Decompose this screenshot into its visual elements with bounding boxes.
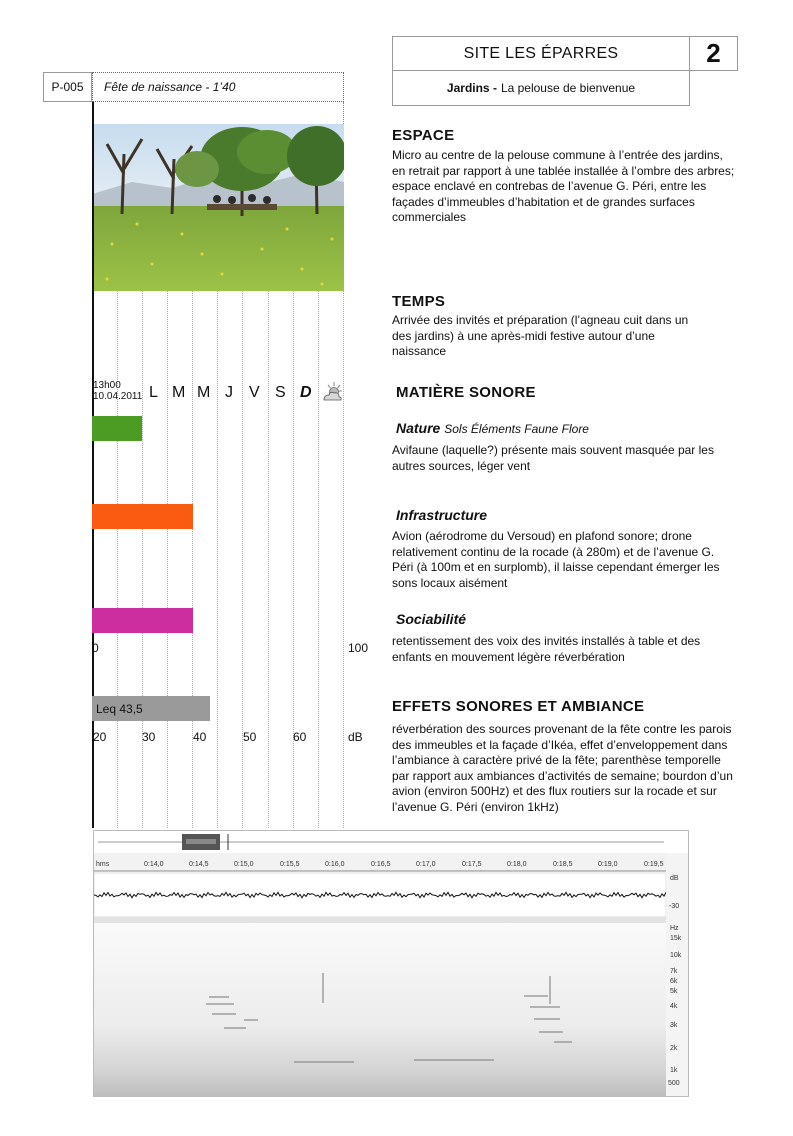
spectrogram-panel: [93, 830, 689, 1097]
nature-subtitle: Sols Éléments Faune Flore: [444, 422, 589, 436]
matiere-title: MATIÈRE SONORE: [396, 384, 536, 401]
temps-text: Arrivée des invités et préparation (l’agneau cuit dans un des jardins) à une après-midi festive autour d’une naissance: [392, 313, 689, 358]
site-title: SITE LES ÉPARRES: [392, 36, 690, 71]
sun-cloud-icon: [320, 380, 344, 404]
leq-bar: [92, 696, 210, 721]
time-label: hms: [96, 861, 110, 868]
grid-frame: [92, 102, 344, 124]
time-label: 0:18,0: [507, 861, 527, 868]
date-label: 10.04.2011: [93, 391, 143, 402]
time-label: 0:15,0: [234, 861, 254, 868]
day-label: L: [149, 384, 158, 401]
day-label: J: [225, 384, 233, 401]
sociabilite-text: retentissement des voix des invités installés à table et des enfants en mouvement légère réverbération: [392, 634, 701, 664]
grid-line: [117, 291, 118, 828]
infrastructure-text: Avion (aérodrome du Versoud) en plafond sonore; drone relativement continu de la rocade (à 280m) et de l’avenue G. Péri (à 100m et en surplomb), il laisse cependant émerger les sons locaux aisément: [392, 529, 720, 590]
time-label: 13h00: [93, 380, 121, 391]
leq-label: Leq 43,5: [96, 701, 143, 716]
effets-title: EFFETS SONORES ET AMBIANCE: [392, 698, 645, 715]
db-scale-label: dB: [670, 875, 679, 882]
grid-line: [192, 291, 193, 828]
site-location: [392, 70, 690, 106]
hz-scale-label: 2k: [670, 1045, 678, 1052]
time-label: 0:14,5: [189, 861, 209, 868]
grid-line: [318, 291, 319, 828]
db-scale-label: -30: [669, 903, 680, 910]
hz-scale-label: 10k: [670, 952, 682, 959]
grid-line: [343, 291, 344, 828]
recording-title: Fête de naissance - 1’40: [92, 72, 344, 102]
time-label: 0:17,0: [416, 861, 436, 868]
db-tick: 30: [142, 730, 156, 744]
hz-scale-label: Hz: [670, 925, 679, 932]
location-rest: La pelouse de bienvenue: [500, 80, 636, 95]
time-label: 0:19,5: [644, 861, 664, 868]
scale-max: 100: [348, 641, 369, 655]
day-label: V: [249, 384, 260, 401]
grid-line: [293, 291, 294, 828]
hz-scale-label: 6k: [670, 978, 678, 985]
hz-scale-label: 4k: [670, 1003, 678, 1010]
time-label: 0:16,0: [325, 861, 345, 868]
nature-bar: [92, 416, 142, 441]
infrastructure-title: Infrastructure: [396, 507, 488, 523]
time-label: 0:14,0: [144, 861, 164, 868]
effets-text: réverbération des sources provenant de la fête contre les parois des immeubles et la façade d’Ikéa, effet d’enveloppement dans l’ambiance à caractère privé de la fête; parenthèse temporelle par rapport aux ambiances d’activités de semaine; bourdon d’un avion (environ 500Hz) et des flux routiers sur la rocade et sur l’avenue G. Péri (environ 1kHz): [392, 722, 733, 814]
espace-text: Micro au centre de la pelouse commune à l’entrée des jardins, en retrait par rapport à une tablée installée à l’ombre des arbres; espace enclavé en contrebas de l’avenue G. Péri, entre les façades d’immeubles d’habitation et de grandes surfaces commerciales: [392, 148, 735, 224]
site-photo: [92, 124, 344, 291]
grid-line: [167, 291, 168, 828]
nature-text: Avifaune (laquelle?) présente mais souvent masquée par les autres sources, léger vent: [392, 443, 714, 473]
grid-line: [217, 291, 218, 828]
db-tick: 40: [193, 730, 207, 744]
time-label: 0:16,5: [371, 861, 391, 868]
db-tick: 20: [93, 730, 107, 744]
location-bold: Jardins -: [446, 80, 497, 95]
site-number: 2: [689, 36, 738, 71]
sociabilite-bar: [92, 608, 193, 633]
sociabilite-title: Sociabilité: [396, 611, 467, 627]
nature-heading: Nature: [396, 420, 441, 436]
db-tick: 60: [293, 730, 307, 744]
scale-min: 0: [92, 641, 99, 655]
hz-scale-label: 15k: [670, 935, 682, 942]
day-label: M: [172, 384, 186, 401]
hz-scale-label: 5k: [670, 988, 678, 995]
time-label: 0:15,5: [280, 861, 300, 868]
date-time: [93, 380, 142, 402]
db-unit: dB: [348, 730, 363, 744]
hz-scale-label: 500: [668, 1080, 680, 1087]
espace-title: ESPACE: [392, 127, 455, 144]
recording-id: P-005: [43, 72, 92, 102]
day-label-active: D: [300, 384, 312, 401]
grid-line: [142, 291, 143, 828]
time-label: 0:19,0: [598, 861, 618, 868]
time-label: 0:17,5: [462, 861, 482, 868]
day-label: M: [197, 384, 211, 401]
temps-title: TEMPS: [392, 293, 446, 310]
hz-scale-label: 3k: [670, 1022, 678, 1029]
nature-title: [396, 420, 589, 436]
time-label: 0:18,5: [553, 861, 573, 868]
grid-line: [242, 291, 243, 828]
db-tick: 50: [243, 730, 257, 744]
hz-scale-label: 7k: [670, 968, 678, 975]
hz-scale-label: 1k: [670, 1067, 678, 1074]
grid-line: [268, 291, 269, 828]
infrastructure-bar: [92, 504, 193, 529]
day-label: S: [275, 384, 286, 401]
